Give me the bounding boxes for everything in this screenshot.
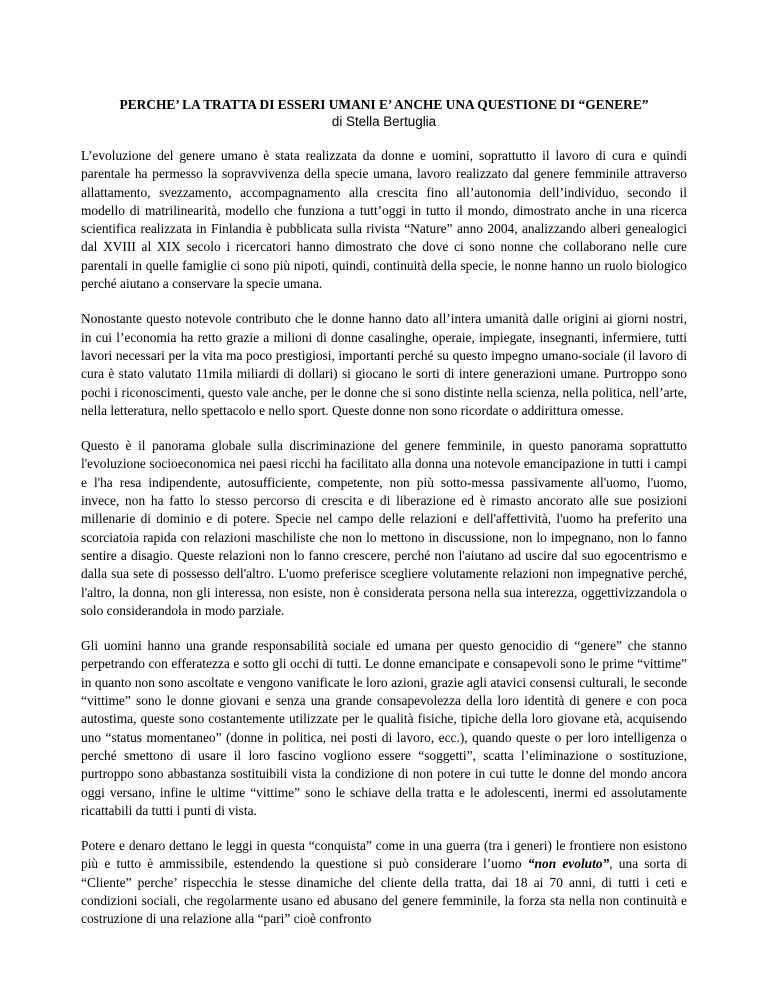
paragraph-1: L’evoluzione del genere umano è stata realizzata da donne e uomini, soprattutto il lavoro di cura e quindi parentale ha permesso la sopravvivenza della specie umana, lavoro realizzato dal genere femminile attraverso allattamento, svezzamento, accompagnamento alla crescita fino all’autonomia dell’individuo, secondo il modello di matrilinearità, modello che funziona a tutt’oggi in tutto il mondo, dimostrato anche in una ricerca scientifica realizzata in Finlandia è pubblicata sulla rivista “Nature” anno 2004, analizzando alberi genealogici dal XVIII al XIX secolo i ricercatori hanno dimostrato che dove ci sono nonne che collaborano nelle cure parentali in quelle famiglie ci sono più nipoti, quindi, continuità della specie, le nonne hanno un ruolo biologico perché aiutano a conservare la specie umana. [81, 148, 687, 292]
paragraph-5-part2: , una sorta di “Cliente” perche’ rispecchia le stesse dinamiche del cliente della tratta, dai 18 ai 70 anni, di tutti i ceti e condizioni sociali, che regolarmente usano ed abusano del genere femminile, la forza sta nella non continuità e costruzione di una relazione alla “pari” cioè confronto [81, 856, 688, 927]
document-byline: di Stella Bertuglia [331, 114, 437, 129]
paragraph-5-part1: Potere e denaro dettano le leggi in questa “conquista” come in una guerra (tra i generi) le frontiere non esistono più e tutto è ammissibile, estendendo la questione si può considerare l’uomo [81, 838, 687, 872]
document-title: PERCHE’ LA TRATTA DI ESSERI UMANI E’ ANCHE UNA QUESTIONE DI “GENERE” [119, 97, 649, 112]
paragraph-5 [81, 837, 687, 928]
paragraph-5-emphasis: “non evoluto” [527, 856, 610, 872]
document-page [81, 96, 687, 946]
paragraph-2: Nonostante questo notevole contributo che le donne hanno dato all’intera umanità dalle origini ai giorni nostri, in cui l’economia ha retto grazie a milioni di donne casalinghe, operaie, impiegate, insegnanti, infermiere, tutti lavori necessari per la vita ma poco prestigiosi, importanti perché su questo impegno umano-sociale (il lavoro di cura è stato valutato 11mila miliardi di dollari) si giocano le sorti di intere generazioni umane. Purtroppo sono pochi i riconoscimenti, questo vale anche, per le donne che si sono distinte nella scienza, nella politica, nell’arte, nella letteratura, nello spettacolo e nello sport. Queste donne non sono ricordate o addirittura omesse. [81, 311, 687, 418]
paragraph-4: Gli uomini hanno una grande responsabilità sociale ed umana per questo genocidio di “genere” che stanno perpetrando con efferatezza e sotto gli occhi di tutti. Le donne emancipate e consapevoli sono le prime “vittime” in quanto non sono ascoltate e vengono vanificate le loro azioni, grazie agli atavici consensi culturali, le seconde “vittime” sono le donne giovani e senza una grande consapevolezza della loro identità di genere e con poca autostima, queste sono costantemente utilizzate per le qualità fisiche, tipiche della loro giovane età, acquisendo uno “status momentaneo” (donne in politica, nei posti di lavoro, ecc.), quando queste o per loro intelligenza o perché smettono di usare il loro fascino vogliono essere “soggetti”, scatta l’eliminazione o sostituzione, purtroppo sono abbastanza sostituibili vista la condizione di non potere in cui tutte le donne del mondo ancora oggi versano, infine le ultime “vittime” sono le schiave della tratta e le adolescenti, inermi ed assolutamente ricattabili da tutti i punti di vista. [81, 638, 687, 818]
paragraph-3: Questo è il panorama globale sulla discriminazione del genere femminile, in questo panorama soprattutto l'evoluzione socioeconomica nei paesi ricchi ha facilitato alla donna una notevole emancipazione in tutti i campi e l'ha resa indipendente, autosufficiente, competente, non più sotto-messa passivamente all'uomo, l'uomo, invece, non ha fatto lo stesso percorso di crescita e di liberazione ed è rimasto ancorato alle sue posizioni millenarie di dominio e di potere. Specie nel campo delle relazioni e dell'affettività, l'uomo ha preferito una scorciatoia rapida con relazioni maschiliste che non lo mettono in discussione, non lo impegnano, non lo fanno sentire a disagio. Queste relazioni non lo fanno crescere, perché non l'aiutano ad uscire dal suo egocentrismo e dalla sua sete di possesso dell'altro. L'uomo preferisce scegliere volutamente relazioni non impegnative perché, l'altro, la donna, non gli interessa, non esiste, non è considerata persona nella sua interezza, oggettivizzandola o solo considerandola in modo parziale. [81, 438, 687, 618]
